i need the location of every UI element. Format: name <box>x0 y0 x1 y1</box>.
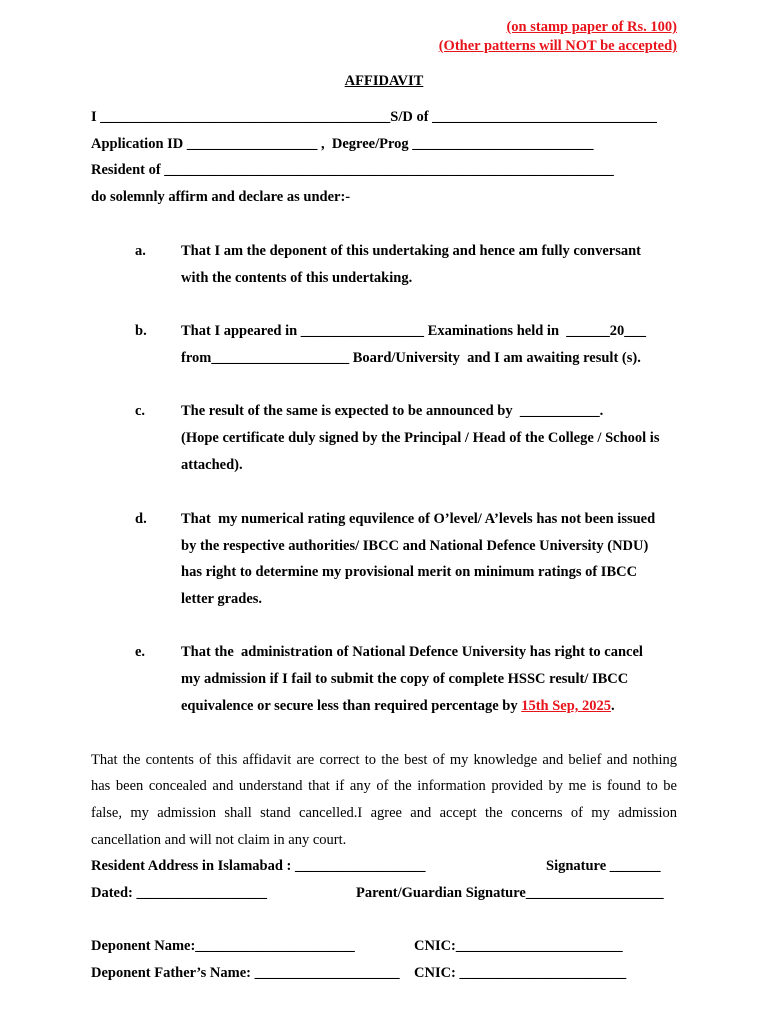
deponent-cnic-field: CNIC:_______________________ <box>414 938 623 954</box>
item-c-line-1: The result of the same is expected to be announced by ___________. <box>181 403 604 419</box>
item-b-marker: b. <box>135 323 147 339</box>
item-d-line-4: letter grades. <box>181 591 263 607</box>
statement-line-2: has been concealed and understand that if any of the information provided by me is found to be <box>91 778 677 794</box>
item-a-line-1: That I am the deponent of this undertaking and hence am fully conversant <box>181 243 642 259</box>
item-e-line-1: That the administration of National Defence University has right to cancel <box>181 644 643 660</box>
item-c-marker: c. <box>135 403 146 419</box>
item-c-line-2: (Hope certificate duly signed by the Principal / Head of the College / School is <box>181 430 660 446</box>
pattern-warning: (Other patterns will NOT be accepted) <box>438 38 677 54</box>
signature-field: Signature _______ <box>546 858 661 874</box>
item-e-marker: e. <box>135 644 146 660</box>
application-id-line: Application ID __________________ , Degree/Prog _________________________ <box>91 136 594 152</box>
item-d-line-2: by the respective authorities/ IBCC and National Defence University (NDU) <box>181 538 649 554</box>
item-b-line-1: That I appeared in _________________ Examinations held in ______20___ <box>181 323 647 339</box>
item-c-line-3: attached). <box>181 457 243 473</box>
stamp-paper-note: (on stamp paper of Rs. 100) <box>506 19 677 35</box>
document-title: AFFIDAVIT <box>344 73 424 89</box>
item-a-line-2: with the contents of this undertaking. <box>181 270 413 286</box>
item-b-line-2: from___________________ Board/University and I am awaiting result (s). <box>181 350 641 366</box>
item-d-line-3: has right to determine my provisional merit on minimum ratings of IBCC <box>181 564 638 580</box>
resident-address-field: Resident Address in Islamabad : __________________ <box>91 858 426 874</box>
item-d-line-1: That my numerical rating equvilence of O’level/ A’levels has not been issued <box>181 511 656 527</box>
statement-line-1: That the contents of this affidavit are correct to the best of my knowledge and belief and nothing <box>91 752 677 768</box>
resident-of-line: Resident of ______________________________________________________________ <box>91 162 614 178</box>
item-a-marker: a. <box>135 243 146 259</box>
item-e-line-2: my admission if I fail to submit the copy of complete HSSC result/ IBCC <box>181 671 629 687</box>
name-field-line: I ________________________________________S/D of _______________________________ <box>91 109 657 125</box>
father-name-field: Deponent Father’s Name: ____________________ <box>91 965 400 981</box>
statement-line-3: false, my admission shall stand cancelled.I agree and accept the concerns of my admission <box>91 805 677 821</box>
deadline-date: 15th Sep, 2025 <box>521 698 612 714</box>
statement-line-4: cancellation and will not claim in any court. <box>91 832 347 848</box>
dated-field: Dated: __________________ <box>91 885 268 901</box>
guardian-signature-field: Parent/Guardian Signature___________________ <box>356 885 664 901</box>
item-d-marker: d. <box>135 511 147 527</box>
declaration-intro: do solemnly affirm and declare as under:- <box>91 189 351 205</box>
item-e-line-3-text: equivalence or secure less than required percentage by <box>181 698 522 714</box>
item-e-line-3 <box>181 697 615 715</box>
item-e-line-3-period: . <box>611 698 615 714</box>
deponent-name-field: Deponent Name:______________________ <box>91 938 355 954</box>
father-cnic-field: CNIC: _______________________ <box>414 965 627 981</box>
